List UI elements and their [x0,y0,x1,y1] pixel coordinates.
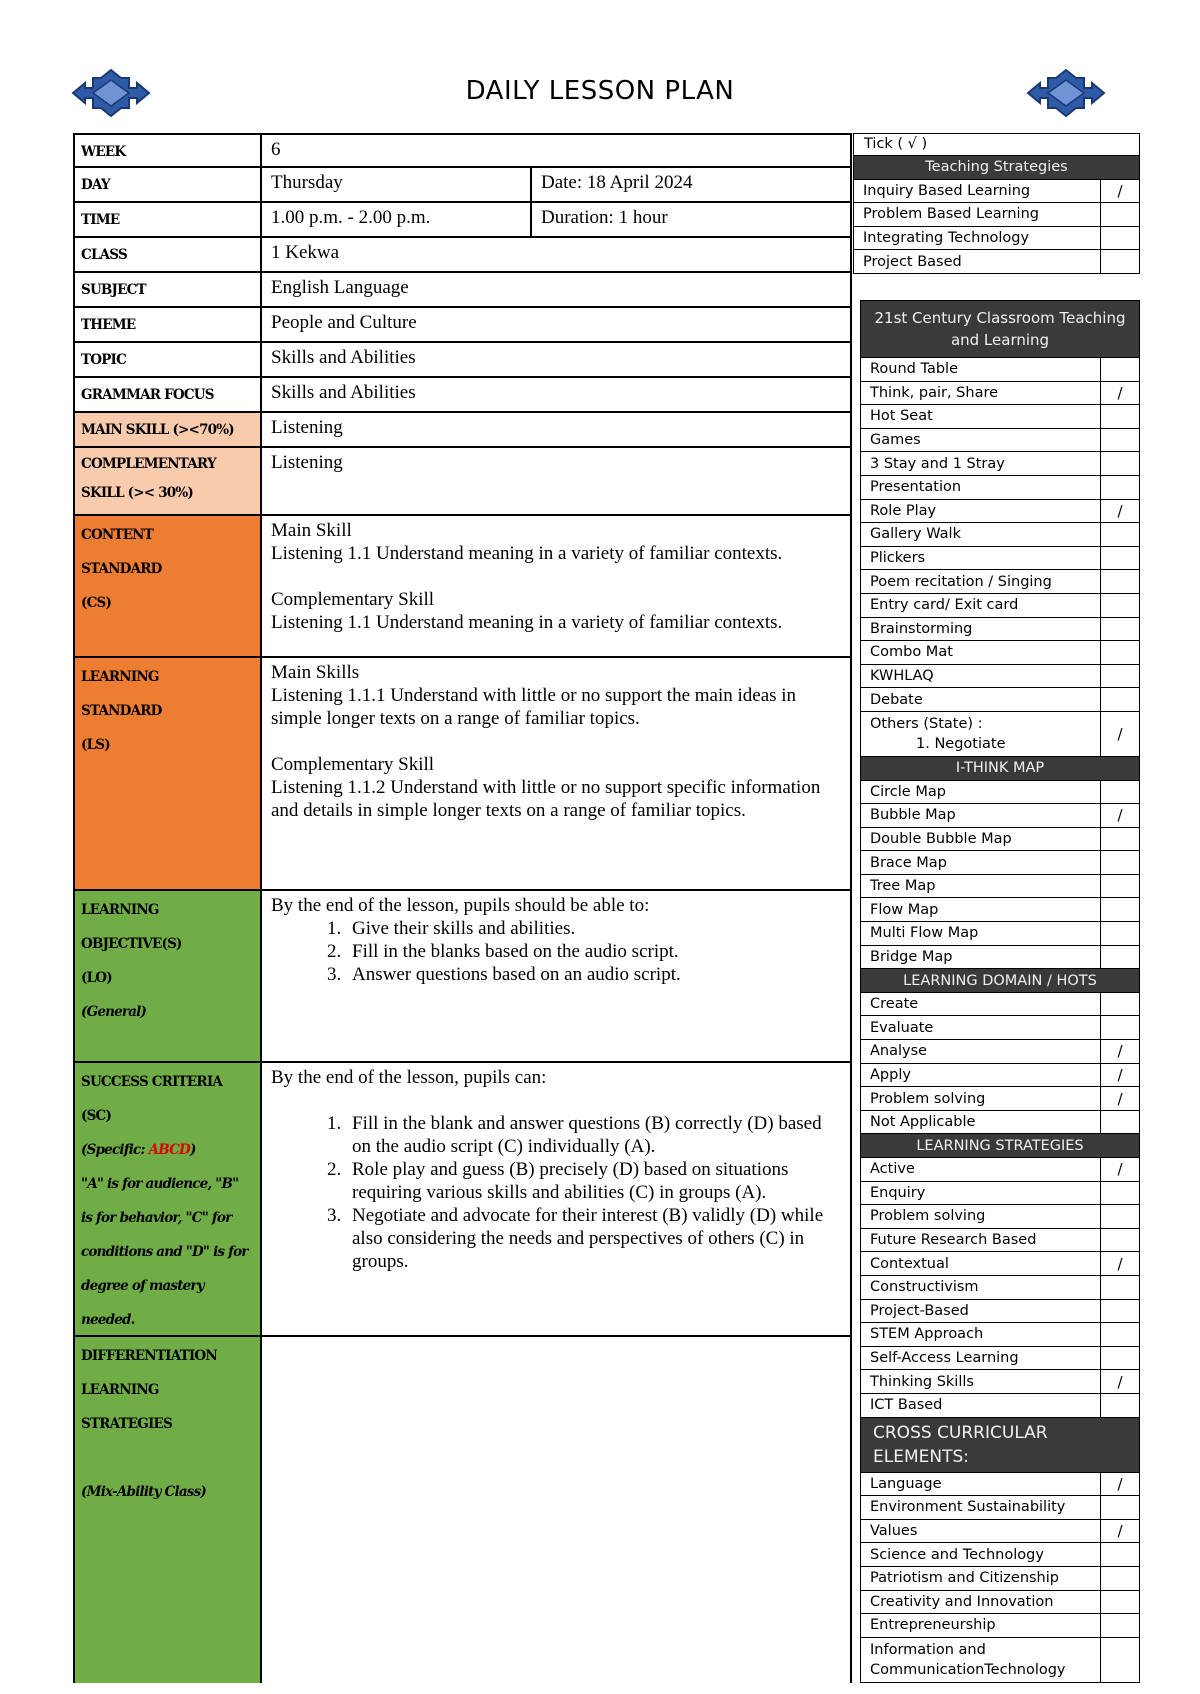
domain-item: Problem solving [861,1087,1101,1111]
ornament-right-icon [1026,68,1106,118]
domain-item: Apply [861,1063,1101,1087]
dls-label-3: STRATEGIES [81,1416,172,1432]
century-item: Role Play [861,499,1101,523]
row-comp-skill [75,448,850,516]
tick-cell[interactable] [1101,203,1140,227]
strategy-item: STEM Approach [861,1323,1101,1347]
century-item: Games [861,428,1101,452]
century-others [861,711,1101,756]
strategy-item: Thinking Skills [861,1370,1101,1394]
dls-label-4: (Mix-Ability Class) [81,1484,206,1500]
tick-cell[interactable]: / [1101,1519,1140,1543]
page-title: DAILY LESSON PLAN [465,76,735,106]
strategy-item: ICT Based [861,1393,1101,1417]
tick-cell[interactable] [1101,898,1140,922]
tick-cell[interactable] [1101,226,1140,250]
lo-intro: By the end of the lesson, pupils should be able to: [271,895,650,916]
cs-label-2: STANDARD [81,561,162,577]
row-time [75,203,850,238]
day-value: Thursday [262,168,532,201]
tick-cell[interactable]: / [1101,1252,1140,1276]
tick-label: Tick ( √ ) [853,133,1140,155]
sc-label-2: (SC) [81,1108,112,1124]
lo-label-1: LEARNING [81,902,159,918]
century-item: 3 Stay and 1 Stray [861,452,1101,476]
ithink-item: Flow Map [861,898,1101,922]
row-success-criteria [75,1063,850,1337]
lo-list [346,917,841,986]
row-topic [75,343,850,378]
century-item: Entry card/ Exit card [861,593,1101,617]
cs-label-3: (CS) [81,595,112,611]
tick-cell[interactable] [1101,1543,1140,1567]
tick-cell[interactable] [1101,1228,1140,1252]
tick-cell[interactable] [1101,1590,1140,1614]
sc-label-1: SUCCESS CRITERIA [81,1074,223,1090]
others-label: Others (State) : [870,715,983,732]
sc-intro: By the end of the lesson, pupils can: [271,1067,547,1088]
sc-label-abcd: ABCD [148,1142,190,1158]
ls-main-head: Main Skills [271,662,360,683]
class-label: CLASS [75,238,262,271]
strategy-item: Enquiry [861,1181,1101,1205]
tick-cell[interactable]: / [1101,711,1140,756]
tick-cell[interactable] [1101,452,1140,476]
century-item: Round Table [861,358,1101,382]
ls-main-text: Listening 1.1.1 Understand with little or no support the main ideas in simple longer texts on a range of familiar topics. [271,685,797,729]
ls-comp-head: Complementary Skill [271,754,435,775]
century-item: Presentation [861,475,1101,499]
tick-cell[interactable] [1101,1181,1140,1205]
tick-cell[interactable]: / [1101,1370,1140,1394]
lo-label-2: OBJECTIVE(S) [81,936,182,952]
century-item: Poem recitation / Singing [861,570,1101,594]
ithink-item: Circle Map [861,780,1101,804]
tick-cell[interactable] [1101,992,1140,1016]
comp-skill-value: Listening [271,452,343,473]
cross-item: Information and CommunicationTechnology [861,1637,1101,1682]
date-value: Date: 18 April 2024 [541,172,693,193]
teaching-item: Project Based [854,250,1101,274]
tick-cell[interactable] [1101,1637,1140,1682]
week-value: 6 [271,139,281,160]
row-class [75,238,850,273]
tick-cell[interactable] [1101,1566,1140,1590]
strategy-item: Project-Based [861,1299,1101,1323]
tick-cell[interactable] [1101,570,1140,594]
tick-cell[interactable]: / [1101,1040,1140,1064]
tick-cell[interactable] [1101,1275,1140,1299]
tick-cell[interactable] [1101,1323,1140,1347]
main-skill-label: MAIN SKILL (><70%) [75,413,262,446]
day-label: DAY [75,168,262,201]
tick-cell[interactable]: / [1101,1472,1140,1496]
ls-label-3: (LS) [81,737,110,753]
tick-cell[interactable] [1101,523,1140,547]
tick-cell[interactable] [1101,546,1140,570]
teaching-header: Teaching Strategies [854,156,1140,180]
century-item: KWHLAQ [861,664,1101,688]
century-item: Think, pair, Share [861,381,1101,405]
ithink-item: Tree Map [861,874,1101,898]
grammar-value: Skills and Abilities [271,382,416,403]
list-item: 3. Negotiate and advocate for their interest (B) validly (D) while also considering the needs and perspectives of others (C) in groups. [346,1204,841,1273]
list-item: 1. Give their skills and abilities. [346,917,841,940]
tick-cell[interactable]: / [1101,804,1140,828]
dls-label-1: DIFFERENTIATION [81,1348,217,1364]
tick-cell[interactable]: / [1101,1063,1140,1087]
teaching-item: Problem Based Learning [854,203,1101,227]
tick-cell[interactable] [1101,780,1140,804]
tick-cell[interactable] [1101,1110,1140,1134]
checklist-panel [860,300,1140,1683]
century-item: Debate [861,688,1101,712]
century-header: 21st Century Classroom Teaching and Learning [861,301,1140,358]
cross-item: Values [861,1519,1101,1543]
tick-cell[interactable] [1101,827,1140,851]
cs-comp-text: Listening 1.1 Understand meaning in a variety of familiar contexts. [271,612,783,633]
cs-main-head: Main Skill [271,520,352,541]
strategy-item: Problem solving [861,1205,1101,1229]
century-item: Gallery Walk [861,523,1101,547]
tick-cell[interactable] [1101,945,1140,969]
tick-cell[interactable] [1101,250,1140,274]
tick-cell[interactable]: / [1101,1087,1140,1111]
comp-skill-label-1: COMPLEMENTARY [81,456,216,472]
cs-comp-head: Complementary Skill [271,589,435,610]
tick-cell[interactable] [1101,1393,1140,1417]
topic-value: Skills and Abilities [271,347,416,368]
list-item: 2. Role play and guess (B) precisely (D) based on situations requiring various skills and abilities (C) in groups (A). [346,1158,841,1204]
topic-label: TOPIC [75,343,262,376]
sc-label-7: degree of mastery [81,1278,204,1294]
dls-label-2: LEARNING [81,1382,159,1398]
ithink-item: Brace Map [861,851,1101,875]
tick-cell[interactable] [1101,851,1140,875]
list-item: 2. Fill in the blanks based on the audio script. [346,940,841,963]
tick-cell[interactable] [1101,688,1140,712]
sc-label-3b: ) [189,1142,196,1158]
cross-item: Patriotism and Citizenship [861,1566,1101,1590]
row-subject [75,273,850,308]
tick-cell[interactable]: / [1101,179,1140,203]
century-item: Brainstorming [861,617,1101,641]
strategies-header: LEARNING STRATEGIES [861,1134,1140,1158]
list-item: 3. Answer questions based on an audio script. [346,963,841,986]
row-week [75,135,850,168]
tick-cell[interactable] [1101,1346,1140,1370]
tick-cell[interactable] [1101,664,1140,688]
week-label: WEEK [75,135,262,166]
domain-item: Evaluate [861,1016,1101,1040]
century-item: Combo Mat [861,641,1101,665]
ithink-header: I-THINK MAP [861,756,1140,780]
cross-item: Creativity and Innovation [861,1590,1101,1614]
row-grammar [75,378,850,413]
domain-header: LEARNING DOMAIN / HOTS [861,969,1140,993]
cross-item: Entrepreneurship [861,1614,1101,1638]
tick-cell[interactable] [1101,874,1140,898]
lo-label-4: (General) [81,1004,147,1020]
grammar-label: GRAMMAR FOCUS [75,378,262,411]
lesson-table [73,133,852,1683]
theme-label: THEME [75,308,262,341]
sc-label-8: needed. [81,1312,135,1328]
tick-cell[interactable] [1101,922,1140,946]
tick-cell[interactable] [1101,641,1140,665]
ithink-item: Double Bubble Map [861,827,1101,851]
teaching-panel [853,133,1140,274]
tick-cell[interactable] [1101,1299,1140,1323]
century-item: Hot Seat [861,405,1101,429]
tick-cell[interactable] [1101,1614,1140,1638]
differentiation-value [262,1337,850,1683]
others-item: 1. Negotiate [916,735,1006,752]
comp-skill-label-2: SKILL (>< 30%) [81,485,193,501]
century-item: Plickers [861,546,1101,570]
cs-label-1: CONTENT [81,527,153,543]
subject-value: English Language [271,277,409,298]
row-main-skill [75,413,850,448]
tick-cell[interactable] [1101,1205,1140,1229]
row-content-standard [75,516,850,658]
cross-item: Environment Sustainability [861,1496,1101,1520]
teaching-item: Inquiry Based Learning [854,179,1101,203]
main-skill-value: Listening [271,417,343,438]
ls-label-1: LEARNING [81,669,159,685]
class-value: 1 Kekwa [271,242,340,263]
tick-cell[interactable]: / [1101,499,1140,523]
row-objectives [75,891,850,1063]
strategy-item: Contextual [861,1252,1101,1276]
strategy-item: Self-Access Learning [861,1346,1101,1370]
sc-list [346,1112,841,1273]
tick-cell[interactable] [1101,593,1140,617]
sc-label-6: conditions and "D" is for [81,1244,248,1260]
domain-item: Analyse [861,1040,1101,1064]
tick-cell[interactable] [1101,475,1140,499]
list-item: 1. Fill in the blank and answer questions (B) correctly (D) based on the audio script (C) individually (A). [346,1112,841,1158]
teaching-item: Integrating Technology [854,226,1101,250]
row-differentiation [75,1337,850,1683]
strategy-item: Active [861,1158,1101,1182]
subject-label: SUBJECT [75,273,262,306]
strategy-item: Future Research Based [861,1228,1101,1252]
tick-cell[interactable] [1101,358,1140,382]
ithink-item: Bridge Map [861,945,1101,969]
row-theme [75,308,850,343]
ls-comp-text: Listening 1.1.2 Understand with little or no support specific information and details in simple longer texts on a range of familiar topics. [271,777,821,821]
tick-cell[interactable]: / [1101,381,1140,405]
row-learning-standard [75,658,850,891]
tick-cell[interactable] [1101,617,1140,641]
cross-item: Language [861,1472,1101,1496]
sc-label-3: (Specific: [81,1142,149,1158]
row-day [75,168,850,203]
tick-cell[interactable]: / [1101,1158,1140,1182]
tick-cell[interactable] [1101,1016,1140,1040]
tick-cell[interactable] [1101,405,1140,429]
tick-cell[interactable] [1101,428,1140,452]
cross-header: CROSS CURRICULAR ELEMENTS: [861,1417,1140,1472]
ls-label-2: STANDARD [81,703,162,719]
ithink-item: Multi Flow Map [861,922,1101,946]
cs-main-text: Listening 1.1 Understand meaning in a variety of familiar contexts. [271,543,783,564]
sc-label-4: "A" is for audience, "B" [81,1176,239,1192]
cross-item: Science and Technology [861,1543,1101,1567]
domain-item: Create [861,992,1101,1016]
strategy-item: Constructivism [861,1275,1101,1299]
tick-cell[interactable] [1101,1496,1140,1520]
sc-label-5: is for behavior, "C" for [81,1210,232,1226]
theme-value: People and Culture [271,312,417,333]
lo-label-3: (LO) [81,970,112,986]
time-label: TIME [75,203,262,236]
domain-item: Not Applicable [861,1110,1101,1134]
ithink-item: Bubble Map [861,804,1101,828]
time-value: 1.00 p.m. - 2.00 p.m. [262,203,532,236]
duration-value: Duration: 1 hour [541,207,668,228]
